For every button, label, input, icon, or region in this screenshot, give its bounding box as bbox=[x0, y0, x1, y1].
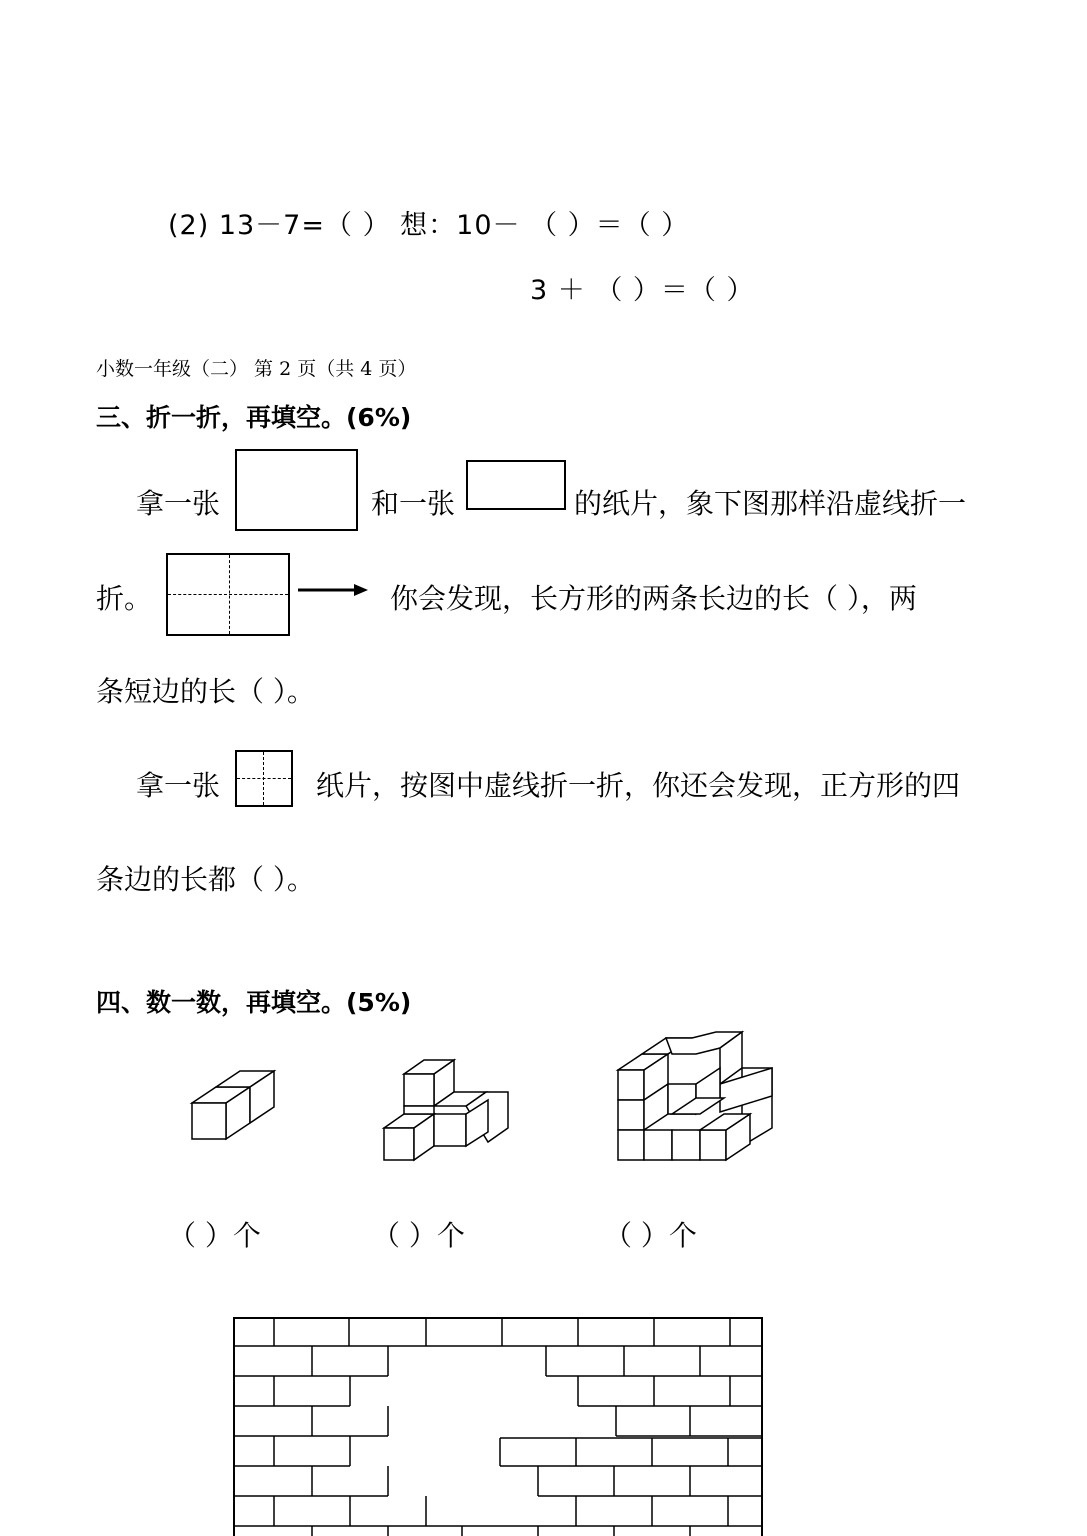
problem-2-line-2: 3 ＋ （ ）＝（ ） bbox=[530, 275, 755, 306]
section-3-text-1b: 和一张 bbox=[371, 487, 456, 520]
section-3-text-2b: 你会发现，长方形的两条长边的长（ ），两 bbox=[390, 582, 917, 615]
section-3-text-3: 条短边的长（ ）。 bbox=[96, 675, 315, 708]
section-3-title: 三、折一折，再填空。(6%) bbox=[96, 403, 412, 432]
section-3-text-2a: 折。 bbox=[96, 582, 153, 615]
cube-stack-many-icon bbox=[612, 1028, 782, 1163]
section-3-text-1c: 的纸片，象下图那样沿虚线折一 bbox=[574, 487, 967, 520]
section-3-text-5: 条边的长都（ ）。 bbox=[96, 863, 315, 896]
right-arrow-icon bbox=[298, 582, 370, 598]
section-4-title: 四、数一数，再填空。(5%) bbox=[96, 988, 412, 1017]
wide-rectangle-shape-icon bbox=[466, 460, 566, 510]
cube-stack-6-icon bbox=[378, 1052, 518, 1167]
section-3-text-4b: 纸片，按图中虚线折一折，你还会发现，正方形的四 bbox=[316, 769, 961, 802]
folded-rectangle-icon bbox=[166, 553, 290, 636]
cube-stack-2-icon bbox=[180, 1065, 290, 1145]
section-3-text-1a: 拿一张 bbox=[136, 487, 221, 520]
count-answer-1: （ ）个 bbox=[168, 1219, 261, 1252]
folded-square-icon bbox=[235, 750, 293, 807]
brick-wall-icon bbox=[232, 1316, 764, 1536]
count-answer-2: （ ）个 bbox=[372, 1219, 465, 1252]
page-footer: 小数一年级（二） 第 2 页（共 4 页） bbox=[96, 358, 417, 380]
count-answer-3: （ ）个 bbox=[604, 1219, 697, 1252]
section-3-text-4a: 拿一张 bbox=[136, 769, 221, 802]
problem-2-line-1: (2) 13－7=（ ） 想：10－ （ ）＝（ ） bbox=[168, 210, 690, 241]
rectangle-shape-icon bbox=[235, 449, 358, 531]
